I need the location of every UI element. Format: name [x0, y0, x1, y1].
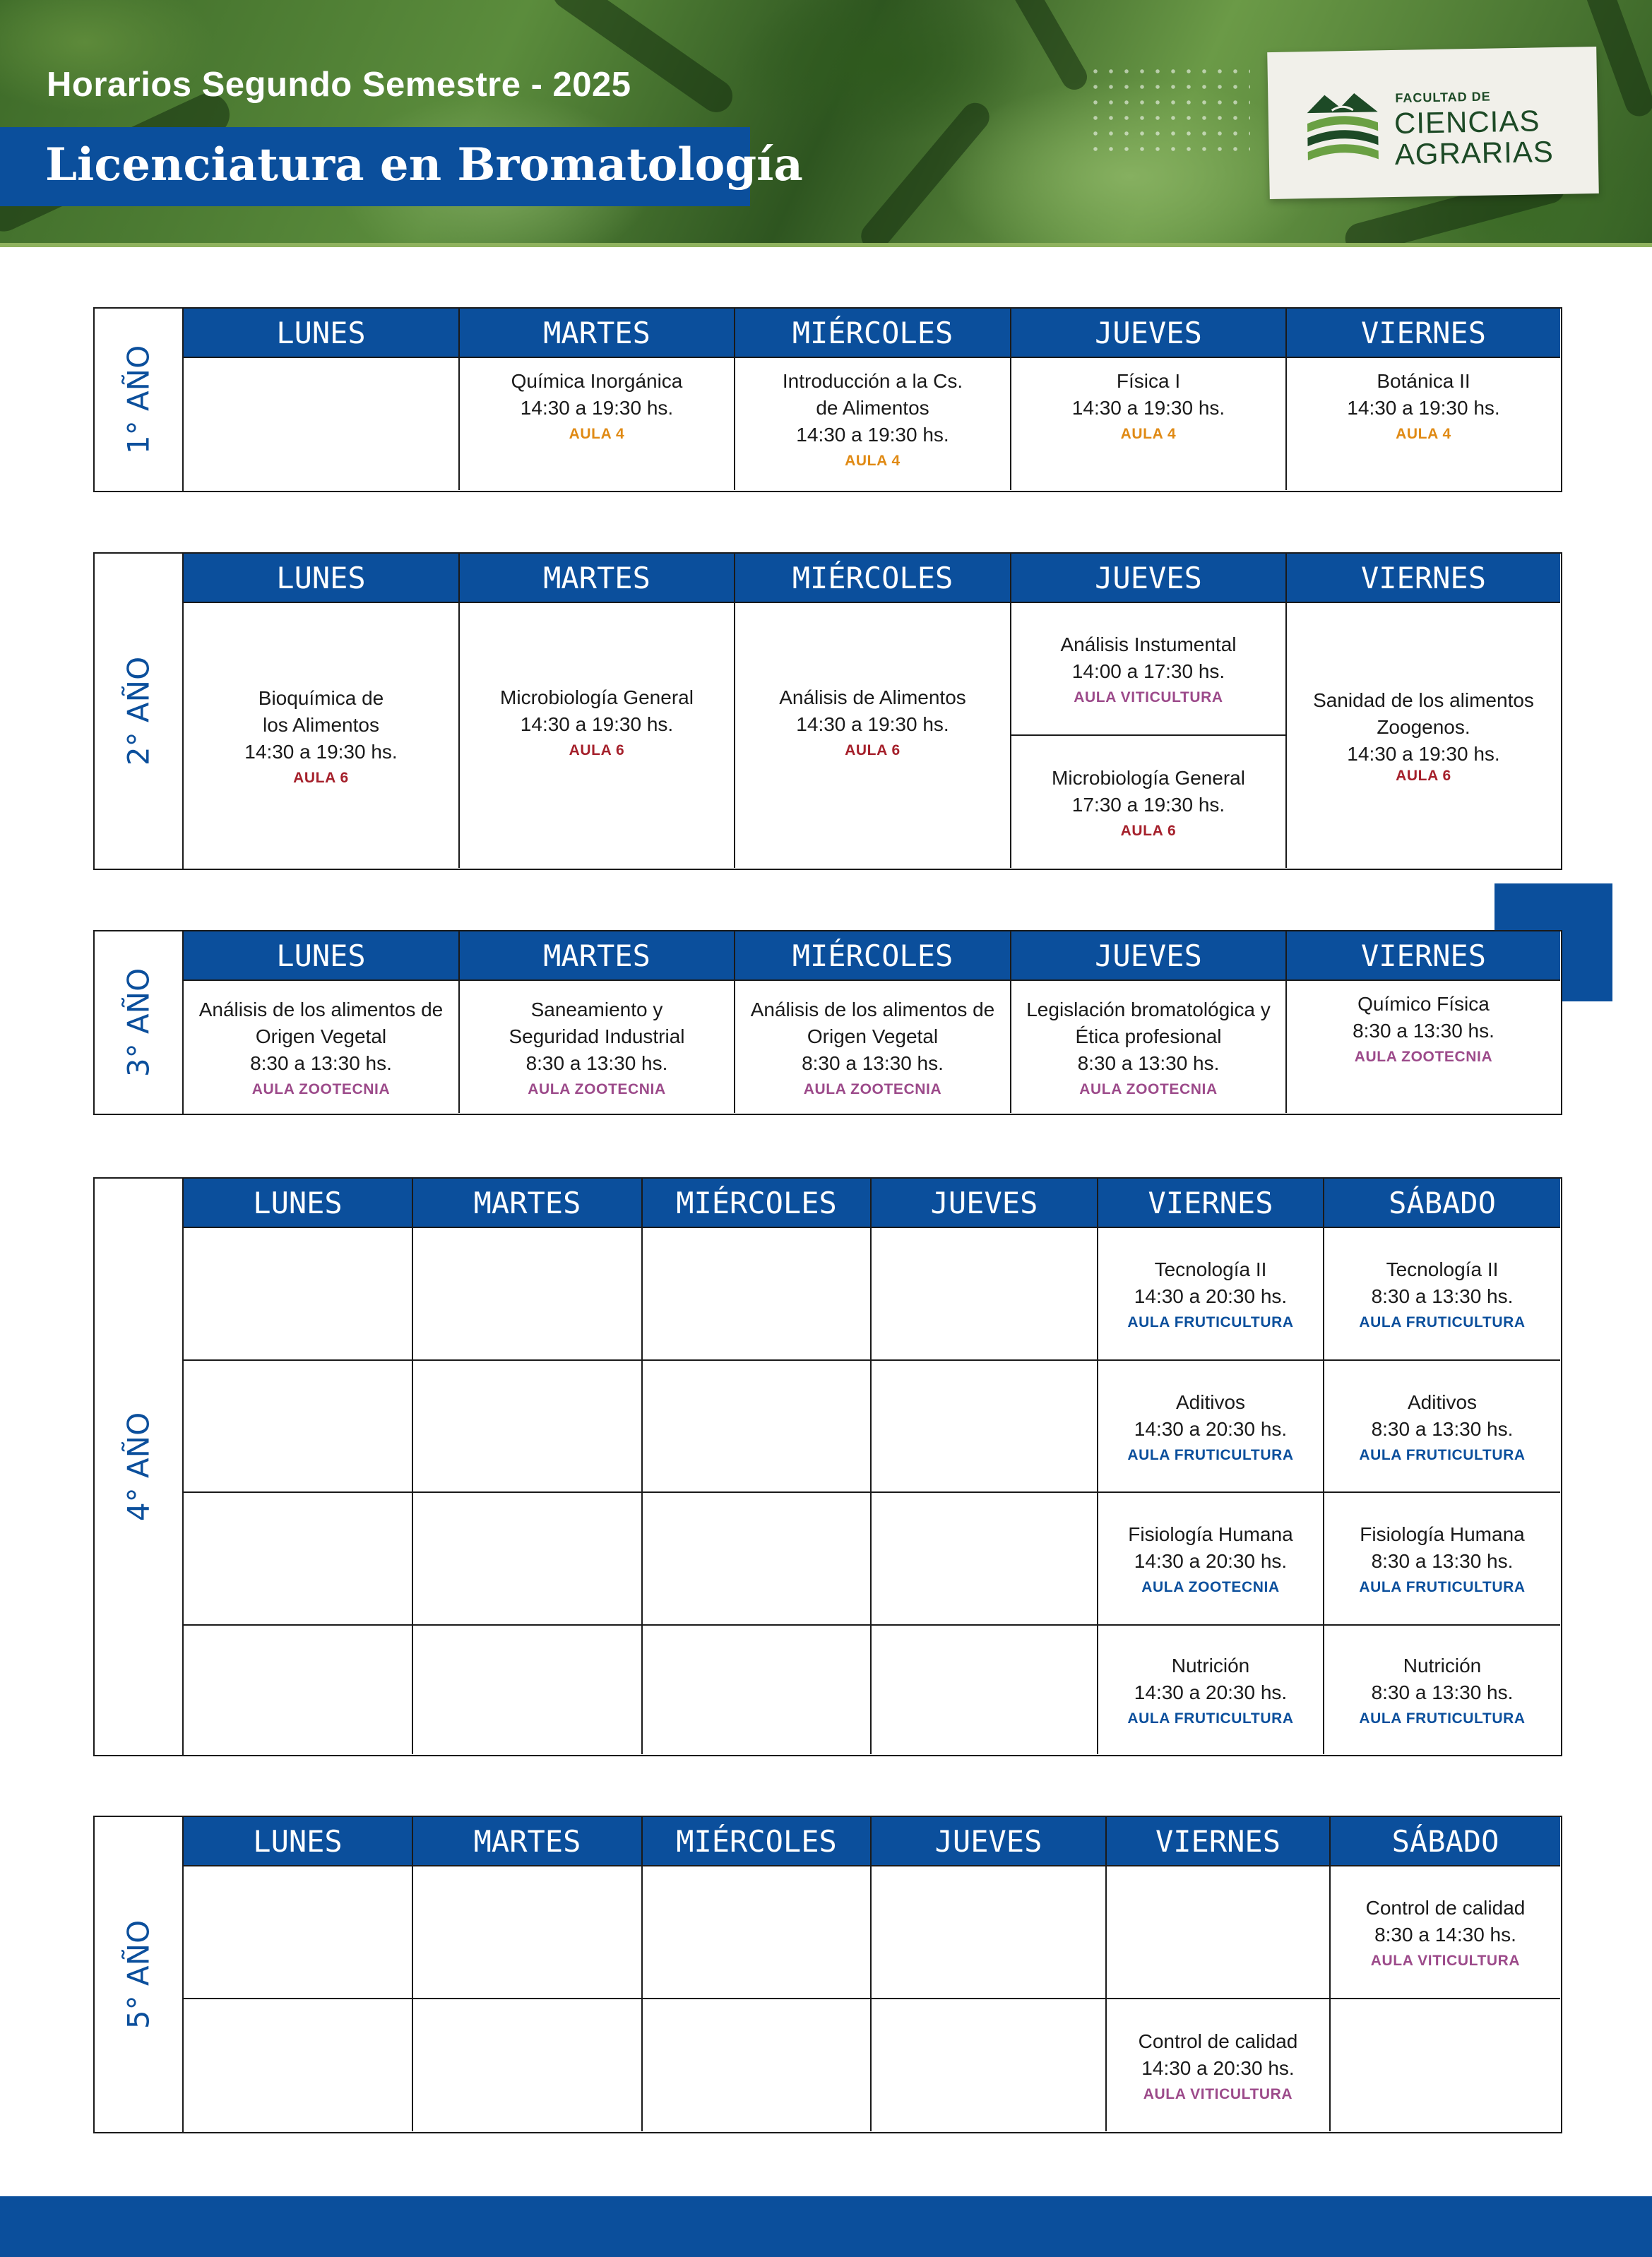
class-time: 14:30 a 19:30 hs. [1347, 397, 1500, 419]
class-cell-empty [412, 1624, 641, 1754]
class-cell-empty [641, 1624, 870, 1754]
class-time: 8:30 a 14:30 hs. [1374, 1924, 1516, 1946]
class-subject: Fisiología Humana [1128, 1523, 1293, 1545]
class-time: 8:30 a 13:30 hs. [802, 1052, 944, 1074]
class-cell [1285, 979, 1560, 1113]
day-header-jueves: JUEVES [870, 1817, 1105, 1866]
class-cell [734, 602, 1010, 868]
class-time: 14:30 a 19:30 hs. [520, 397, 674, 419]
class-subject: Química Inorgánica [511, 370, 683, 392]
day-header-miercoles: MIÉRCOLES [734, 931, 1010, 981]
class-room: AULA FRUTICULTURA [1359, 1579, 1526, 1595]
class-room: AULA 6 [293, 769, 349, 786]
class-room: AULA FRUTICULTURA [1127, 1446, 1294, 1463]
day-header-martes: MARTES [412, 1817, 641, 1866]
class-room: AULA FRUTICULTURA [1127, 1710, 1294, 1727]
class-subject: Física I [1116, 370, 1181, 392]
header-divider [0, 243, 1652, 247]
class-time: 8:30 a 13:30 hs. [250, 1052, 392, 1074]
class-room: AULA VITICULTURA [1370, 1953, 1521, 1969]
field-landscape-icon [1303, 87, 1382, 167]
day-header-jueves: JUEVES [1010, 309, 1285, 358]
class-room: AULA 6 [569, 742, 625, 758]
class-time: 14:30 a 19:30 hs. [520, 713, 674, 735]
class-room: AULA ZOOTECNIA [1079, 1080, 1218, 1097]
year-label: 5° AÑO [95, 1817, 184, 2132]
class-time: 8:30 a 13:30 hs. [1371, 1285, 1514, 1307]
class-room: AULA ZOOTECNIA [803, 1080, 942, 1097]
class-subject: Nutrición [1171, 1655, 1250, 1677]
class-subject: Saneamiento y Seguridad Industrial [509, 998, 685, 1047]
class-room: AULA VITICULTURA [1143, 2085, 1293, 2102]
class-cell-empty [870, 1998, 1105, 2131]
class-time: 14:30 a 20:30 hs. [1141, 2056, 1295, 2079]
day-header-jueves: JUEVES [1010, 554, 1285, 603]
class-cell-empty [1329, 1998, 1560, 2131]
class-cell-empty [412, 1359, 641, 1491]
class-cell [1010, 734, 1285, 868]
day-header-lunes: LUNES [182, 1179, 412, 1228]
schedule-year-3 [93, 930, 1562, 1115]
class-cell-empty [182, 1491, 412, 1624]
class-cell [1323, 1227, 1560, 1359]
class-cell [1010, 357, 1285, 490]
class-time: 14:30 a 19:30 hs. [796, 713, 949, 735]
class-cell-empty [870, 1359, 1097, 1491]
class-subject: Botánica II [1377, 370, 1470, 392]
day-header-miercoles: MIÉRCOLES [641, 1817, 870, 1866]
decorative-stroke [855, 97, 995, 247]
day-header-lunes: LUNES [182, 1817, 412, 1866]
class-cell-empty [870, 1865, 1105, 1998]
class-cell-empty [182, 1359, 412, 1491]
class-room: AULA FRUTICULTURA [1127, 1314, 1294, 1330]
class-cell [1323, 1491, 1560, 1624]
class-room: AULA 4 [1396, 426, 1451, 442]
class-time: 14:30 a 20:30 hs. [1134, 1417, 1288, 1440]
class-cell [182, 979, 458, 1113]
class-subject: Microbiología General [500, 686, 694, 708]
day-header-viernes: VIERNES [1097, 1179, 1323, 1228]
class-subject: Bioquímica de los Alimentos [258, 686, 384, 736]
faculty-logo [1267, 47, 1599, 199]
class-cell [1097, 1227, 1323, 1359]
schedule-year-2 [93, 552, 1562, 870]
class-cell-empty [182, 1998, 412, 2131]
page-title: Licenciatura en Bromatología [45, 138, 803, 191]
class-room: AULA FRUTICULTURA [1359, 1446, 1526, 1463]
page-header [0, 0, 1652, 247]
class-subject: Microbiología General [1052, 766, 1245, 789]
class-room: AULA ZOOTECNIA [528, 1080, 666, 1097]
class-time: 14:30 a 19:30 hs. [796, 424, 949, 446]
schedule-year-5 [93, 1816, 1562, 2133]
day-header-viernes: VIERNES [1105, 1817, 1329, 1866]
class-cell [734, 357, 1010, 490]
class-subject: Nutrición [1403, 1655, 1482, 1677]
class-cell [1323, 1624, 1560, 1754]
class-cell [1097, 1491, 1323, 1624]
class-cell [1010, 602, 1285, 734]
class-cell [458, 357, 734, 490]
class-cell [458, 979, 734, 1113]
day-header-martes: MARTES [458, 554, 734, 603]
class-subject: Fisiología Humana [1360, 1523, 1525, 1545]
class-room: AULA ZOOTECNIA [251, 1080, 391, 1097]
class-subject: Control de calidad [1138, 2030, 1298, 2052]
class-room: AULA 4 [1120, 426, 1177, 442]
logo-line-3: AGRARIAS [1394, 135, 1555, 171]
day-header-martes: MARTES [458, 309, 734, 358]
class-subject: Análisis de Alimentos [779, 686, 966, 708]
class-subject: Tecnología II [1386, 1258, 1499, 1280]
class-cell-empty [412, 1491, 641, 1624]
class-cell [734, 979, 1010, 1113]
class-subject: Aditivos [1407, 1390, 1478, 1413]
day-header-jueves: JUEVES [870, 1179, 1097, 1228]
class-time: 14:30 a 19:30 hs. [244, 740, 398, 763]
page-footer-band [0, 2196, 1652, 2257]
day-header-sabado: SÁBADO [1329, 1817, 1560, 1866]
class-time: 14:30 a 20:30 hs. [1134, 1681, 1288, 1703]
class-room: AULA FRUTICULTURA [1359, 1710, 1526, 1727]
dot-pattern [1088, 64, 1250, 162]
class-cell-empty [641, 1227, 870, 1359]
class-room: AULA 4 [845, 453, 901, 469]
class-room: AULA ZOOTECNIA [1141, 1579, 1280, 1595]
day-header-miercoles: MIÉRCOLES [734, 309, 1010, 358]
day-header-sabado: SÁBADO [1323, 1179, 1560, 1228]
day-header-lunes: LUNES [182, 931, 458, 981]
class-time: 14:00 a 17:30 hs. [1071, 660, 1225, 682]
day-header-viernes: VIERNES [1285, 931, 1560, 981]
class-cell [1097, 1624, 1323, 1754]
class-cell-empty [870, 1491, 1097, 1624]
day-header-martes: MARTES [458, 931, 734, 981]
day-header-jueves: JUEVES [1010, 931, 1285, 981]
class-time: 8:30 a 13:30 hs. [1077, 1052, 1220, 1074]
day-header-miercoles: MIÉRCOLES [734, 554, 1010, 603]
class-room: AULA ZOOTECNIA [1354, 1049, 1493, 1065]
class-time: 8:30 a 13:30 hs. [1371, 1550, 1514, 1572]
class-cell [1097, 1359, 1323, 1491]
class-cell-empty [641, 1359, 870, 1491]
class-time: 14:30 a 20:30 hs. [1134, 1285, 1288, 1307]
class-cell [1323, 1359, 1560, 1491]
class-subject: Legislación bromatológica y Ética profesional [1026, 998, 1271, 1047]
day-header-viernes: VIERNES [1285, 554, 1560, 603]
class-subject: Control de calidad [1365, 1897, 1526, 1919]
class-subject: Químico Física [1357, 993, 1490, 1015]
year-label: 4° AÑO [95, 1179, 184, 1755]
class-room: AULA 6 [1120, 822, 1177, 839]
class-time: 17:30 a 19:30 hs. [1071, 793, 1225, 816]
class-cell [458, 602, 734, 868]
class-cell-empty [182, 1865, 412, 1998]
class-subject: Tecnología II [1154, 1258, 1267, 1280]
class-cell-empty [641, 1491, 870, 1624]
class-time: 8:30 a 13:30 hs. [1353, 1020, 1494, 1042]
class-time: 8:30 a 13:30 hs. [1371, 1681, 1514, 1703]
class-cell-empty [870, 1624, 1097, 1754]
class-cell [1010, 979, 1285, 1113]
class-cell-empty [412, 1227, 641, 1359]
class-subject: Sanidad de los alimentos Zoogenos. [1313, 689, 1534, 738]
day-header-viernes: VIERNES [1285, 309, 1560, 358]
class-cell-empty [182, 357, 458, 490]
class-cell [1105, 1998, 1329, 2131]
class-room: AULA 6 [1396, 767, 1451, 784]
class-cell-empty [870, 1227, 1097, 1359]
class-subject: Aditivos [1175, 1390, 1246, 1413]
class-cell [1329, 1865, 1560, 1998]
year-label: 3° AÑO [95, 931, 184, 1114]
class-time: 14:30 a 20:30 hs. [1134, 1550, 1288, 1572]
class-room: AULA VITICULTURA [1074, 689, 1223, 705]
class-cell [1285, 602, 1560, 868]
schedule-year-4 [93, 1177, 1562, 1756]
day-header-miercoles: MIÉRCOLES [641, 1179, 870, 1228]
year-label: 2° AÑO [95, 554, 184, 869]
class-cell [182, 602, 458, 868]
class-cell-empty [182, 1624, 412, 1754]
class-time: 14:30 a 19:30 hs. [1347, 742, 1500, 765]
class-cell-empty [412, 1998, 641, 2131]
class-time: 8:30 a 13:30 hs. [1371, 1417, 1514, 1440]
day-header-martes: MARTES [412, 1179, 641, 1228]
class-time: 14:30 a 19:30 hs. [1071, 397, 1225, 419]
decorative-stroke [999, 0, 1091, 95]
class-room: AULA 6 [845, 742, 901, 758]
class-room: AULA 4 [569, 426, 625, 442]
schedule-year-1 [93, 307, 1562, 492]
logo-line-2: CIENCIAS [1393, 104, 1540, 140]
logo-line-1: FACULTAD DE [1395, 89, 1491, 105]
class-cell-empty [412, 1865, 641, 1998]
day-header-lunes: LUNES [182, 554, 458, 603]
class-cell [1285, 357, 1560, 490]
class-subject: Análisis de los alimentos de Origen Vegetal [198, 998, 444, 1047]
class-subject: Análisis Instumental [1060, 633, 1237, 655]
class-subject: Introducción a la Cs. de Alimentos [782, 370, 963, 419]
class-cell-empty [641, 1865, 870, 1998]
class-cell-empty [182, 1227, 412, 1359]
day-header-lunes: LUNES [182, 309, 458, 358]
class-cell-empty [641, 1998, 870, 2131]
class-room: AULA FRUTICULTURA [1359, 1314, 1526, 1330]
class-cell-empty [1105, 1865, 1329, 1998]
year-label: 1° AÑO [95, 309, 184, 491]
class-time: 8:30 a 13:30 hs. [525, 1052, 668, 1074]
class-subject: Análisis de los alimentos de Origen Vegetal [750, 998, 995, 1047]
semester-subtitle: Horarios Segundo Semestre - 2025 [47, 66, 631, 104]
